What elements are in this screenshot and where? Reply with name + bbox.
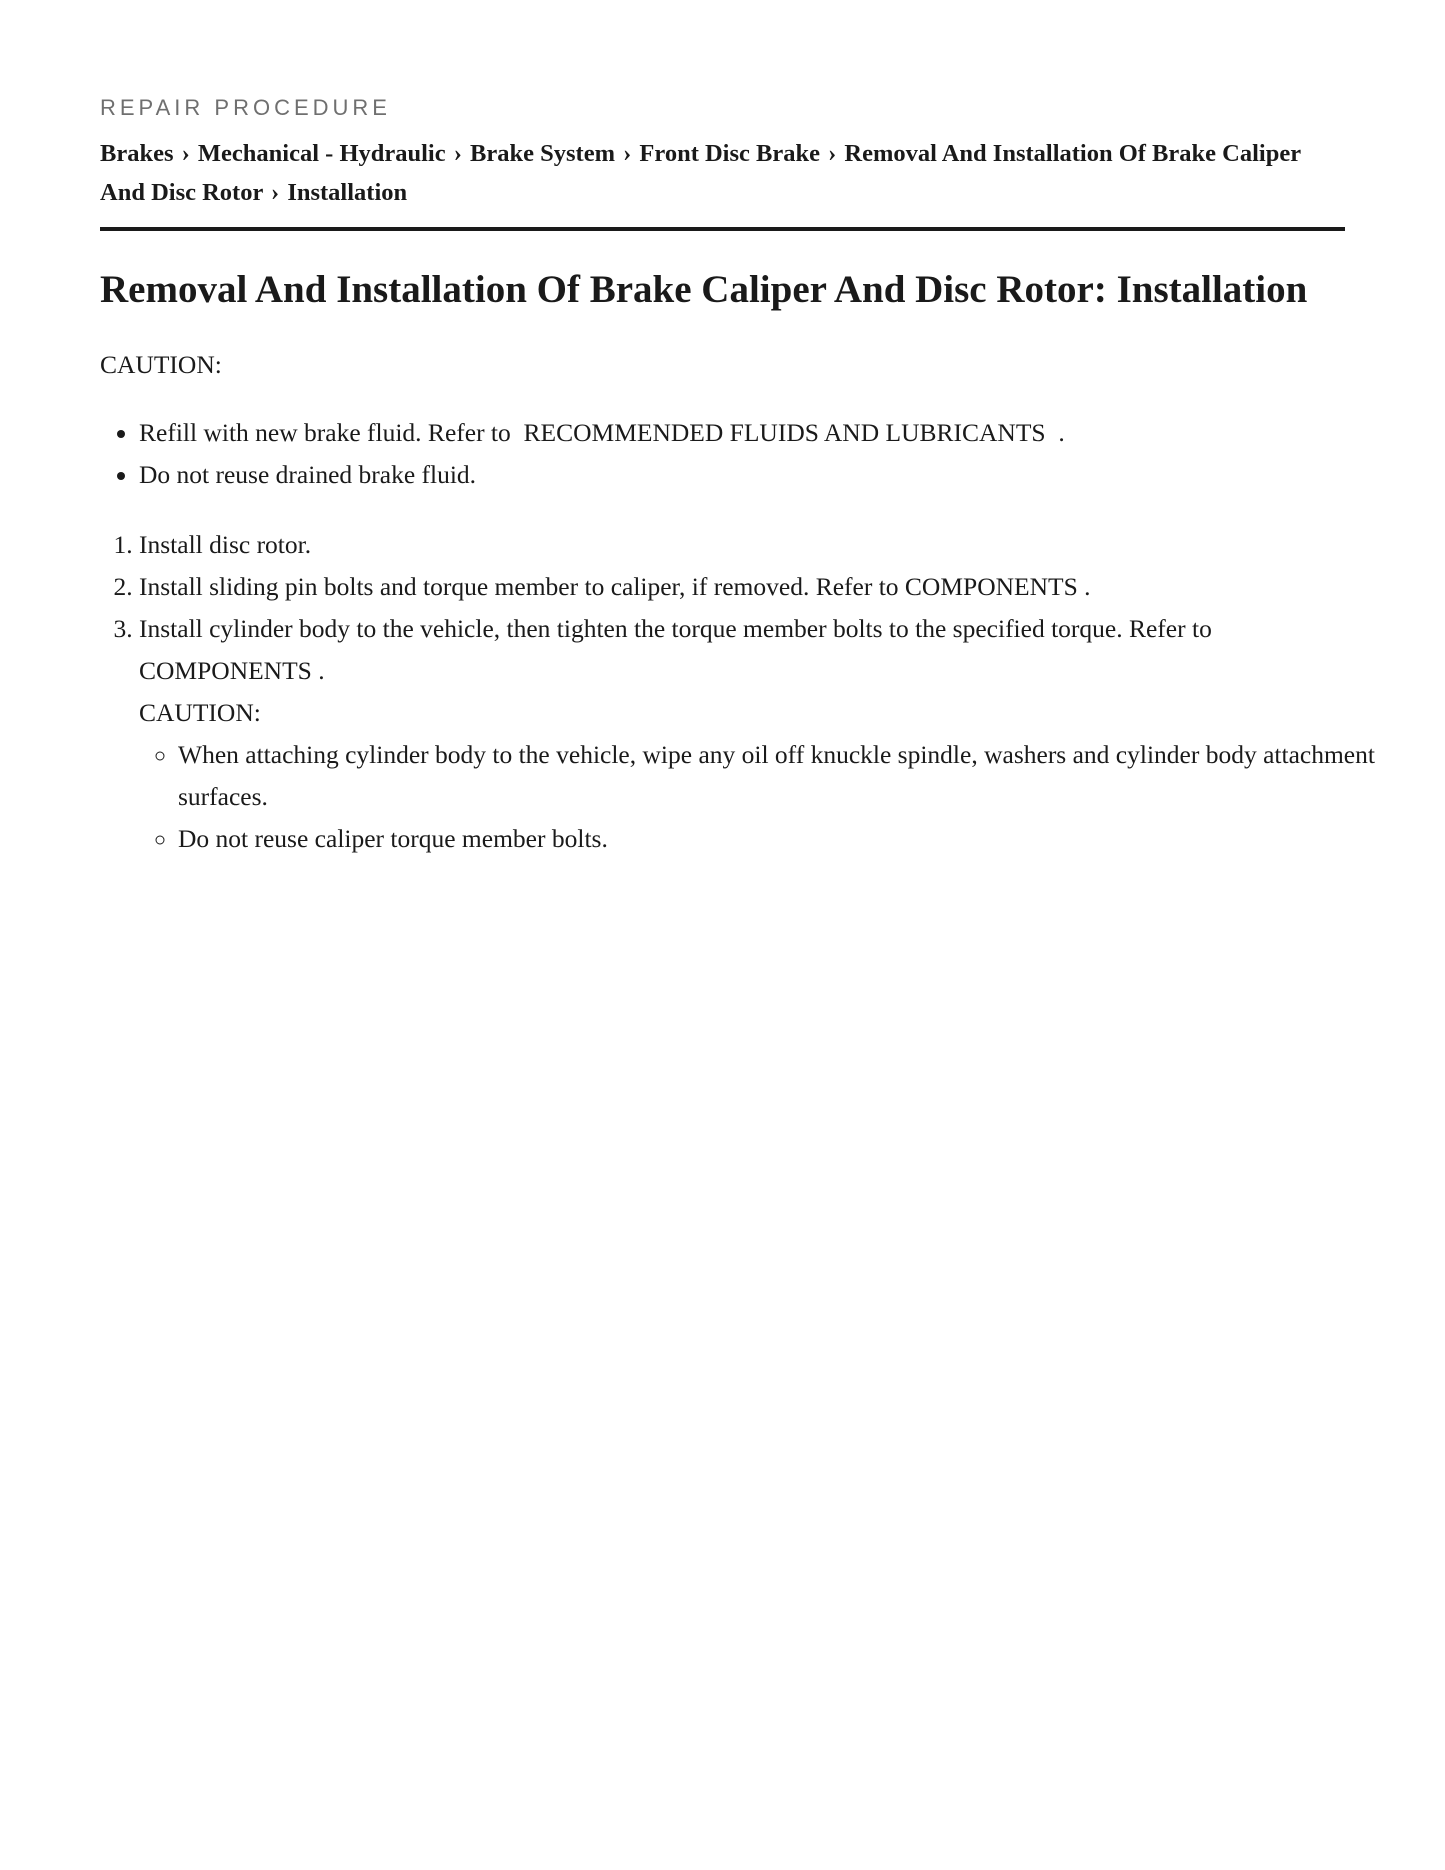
components-reference-link[interactable]: COMPONENTS <box>139 656 312 685</box>
components-reference-link[interactable]: COMPONENTS <box>904 572 1078 601</box>
page-title: Removal And Installation Of Brake Caliper And Disc Rotor: Installation <box>100 268 1308 311</box>
step-text-end: . <box>1077 572 1091 601</box>
breadcrumb-item-front-disc-brake[interactable]: Front Disc Brake <box>639 140 820 167</box>
breadcrumb-separator: › <box>623 140 632 167</box>
breadcrumb-separator: › <box>453 140 462 167</box>
step-item <box>139 608 1389 860</box>
caution-item <box>139 412 1339 454</box>
breadcrumb-separator: › <box>181 140 190 167</box>
step-text: Install sliding pin bolts and torque member to caliper, if removed. Refer to <box>139 572 905 601</box>
step-text: Install cylinder body to the vehicle, then tighten the torque member bolts to the specified torque. Refer to <box>139 614 1212 643</box>
step-caution-item: ◦ Do not reuse caliper torque member bolts. <box>178 818 1378 860</box>
step-caution-item: ◦ When attaching cylinder body to the vehicle, wipe any oil off knuckle spindle, washers and cylinder body attachment surfaces. <box>178 734 1378 818</box>
step-text-end: . <box>311 656 325 685</box>
breadcrumb-item-brakes[interactable]: Brakes <box>100 140 174 167</box>
caution-label: CAUTION: <box>100 350 222 379</box>
breadcrumb-item-installation: Installation <box>287 179 408 206</box>
breadcrumb-item-brake-system[interactable]: Brake System <box>470 140 615 167</box>
step-caution-list <box>139 734 1378 860</box>
header-divider <box>100 227 1345 231</box>
step-item <box>139 566 1389 608</box>
caution-text: Do not reuse drained brake fluid. <box>139 460 477 489</box>
breadcrumb-separator: › <box>271 179 280 206</box>
breadcrumb-item-removal-installation[interactable]: Removal And Installation Of Brake Caliper And Disc Rotor <box>100 140 1301 206</box>
step-text: Install disc rotor. <box>139 530 312 559</box>
caution-text-end: . <box>1051 418 1065 447</box>
breadcrumb-separator: › <box>828 140 837 167</box>
section-eyebrow: REPAIR PROCEDURE <box>100 95 391 120</box>
caution-list <box>100 412 1339 496</box>
installation-steps <box>100 524 1389 860</box>
breadcrumb-item-mechanical-hydraulic[interactable]: Mechanical - Hydraulic <box>197 140 446 167</box>
fluids-reference-link[interactable]: RECOMMENDED FLUIDS AND LUBRICANTS <box>517 418 1052 447</box>
step-caution-label: CAUTION: <box>139 698 261 727</box>
step-item <box>139 524 1389 566</box>
caution-text: Refill with new brake fluid. Refer to <box>139 418 518 447</box>
caution-item <box>139 454 1339 496</box>
breadcrumb <box>100 134 1345 212</box>
